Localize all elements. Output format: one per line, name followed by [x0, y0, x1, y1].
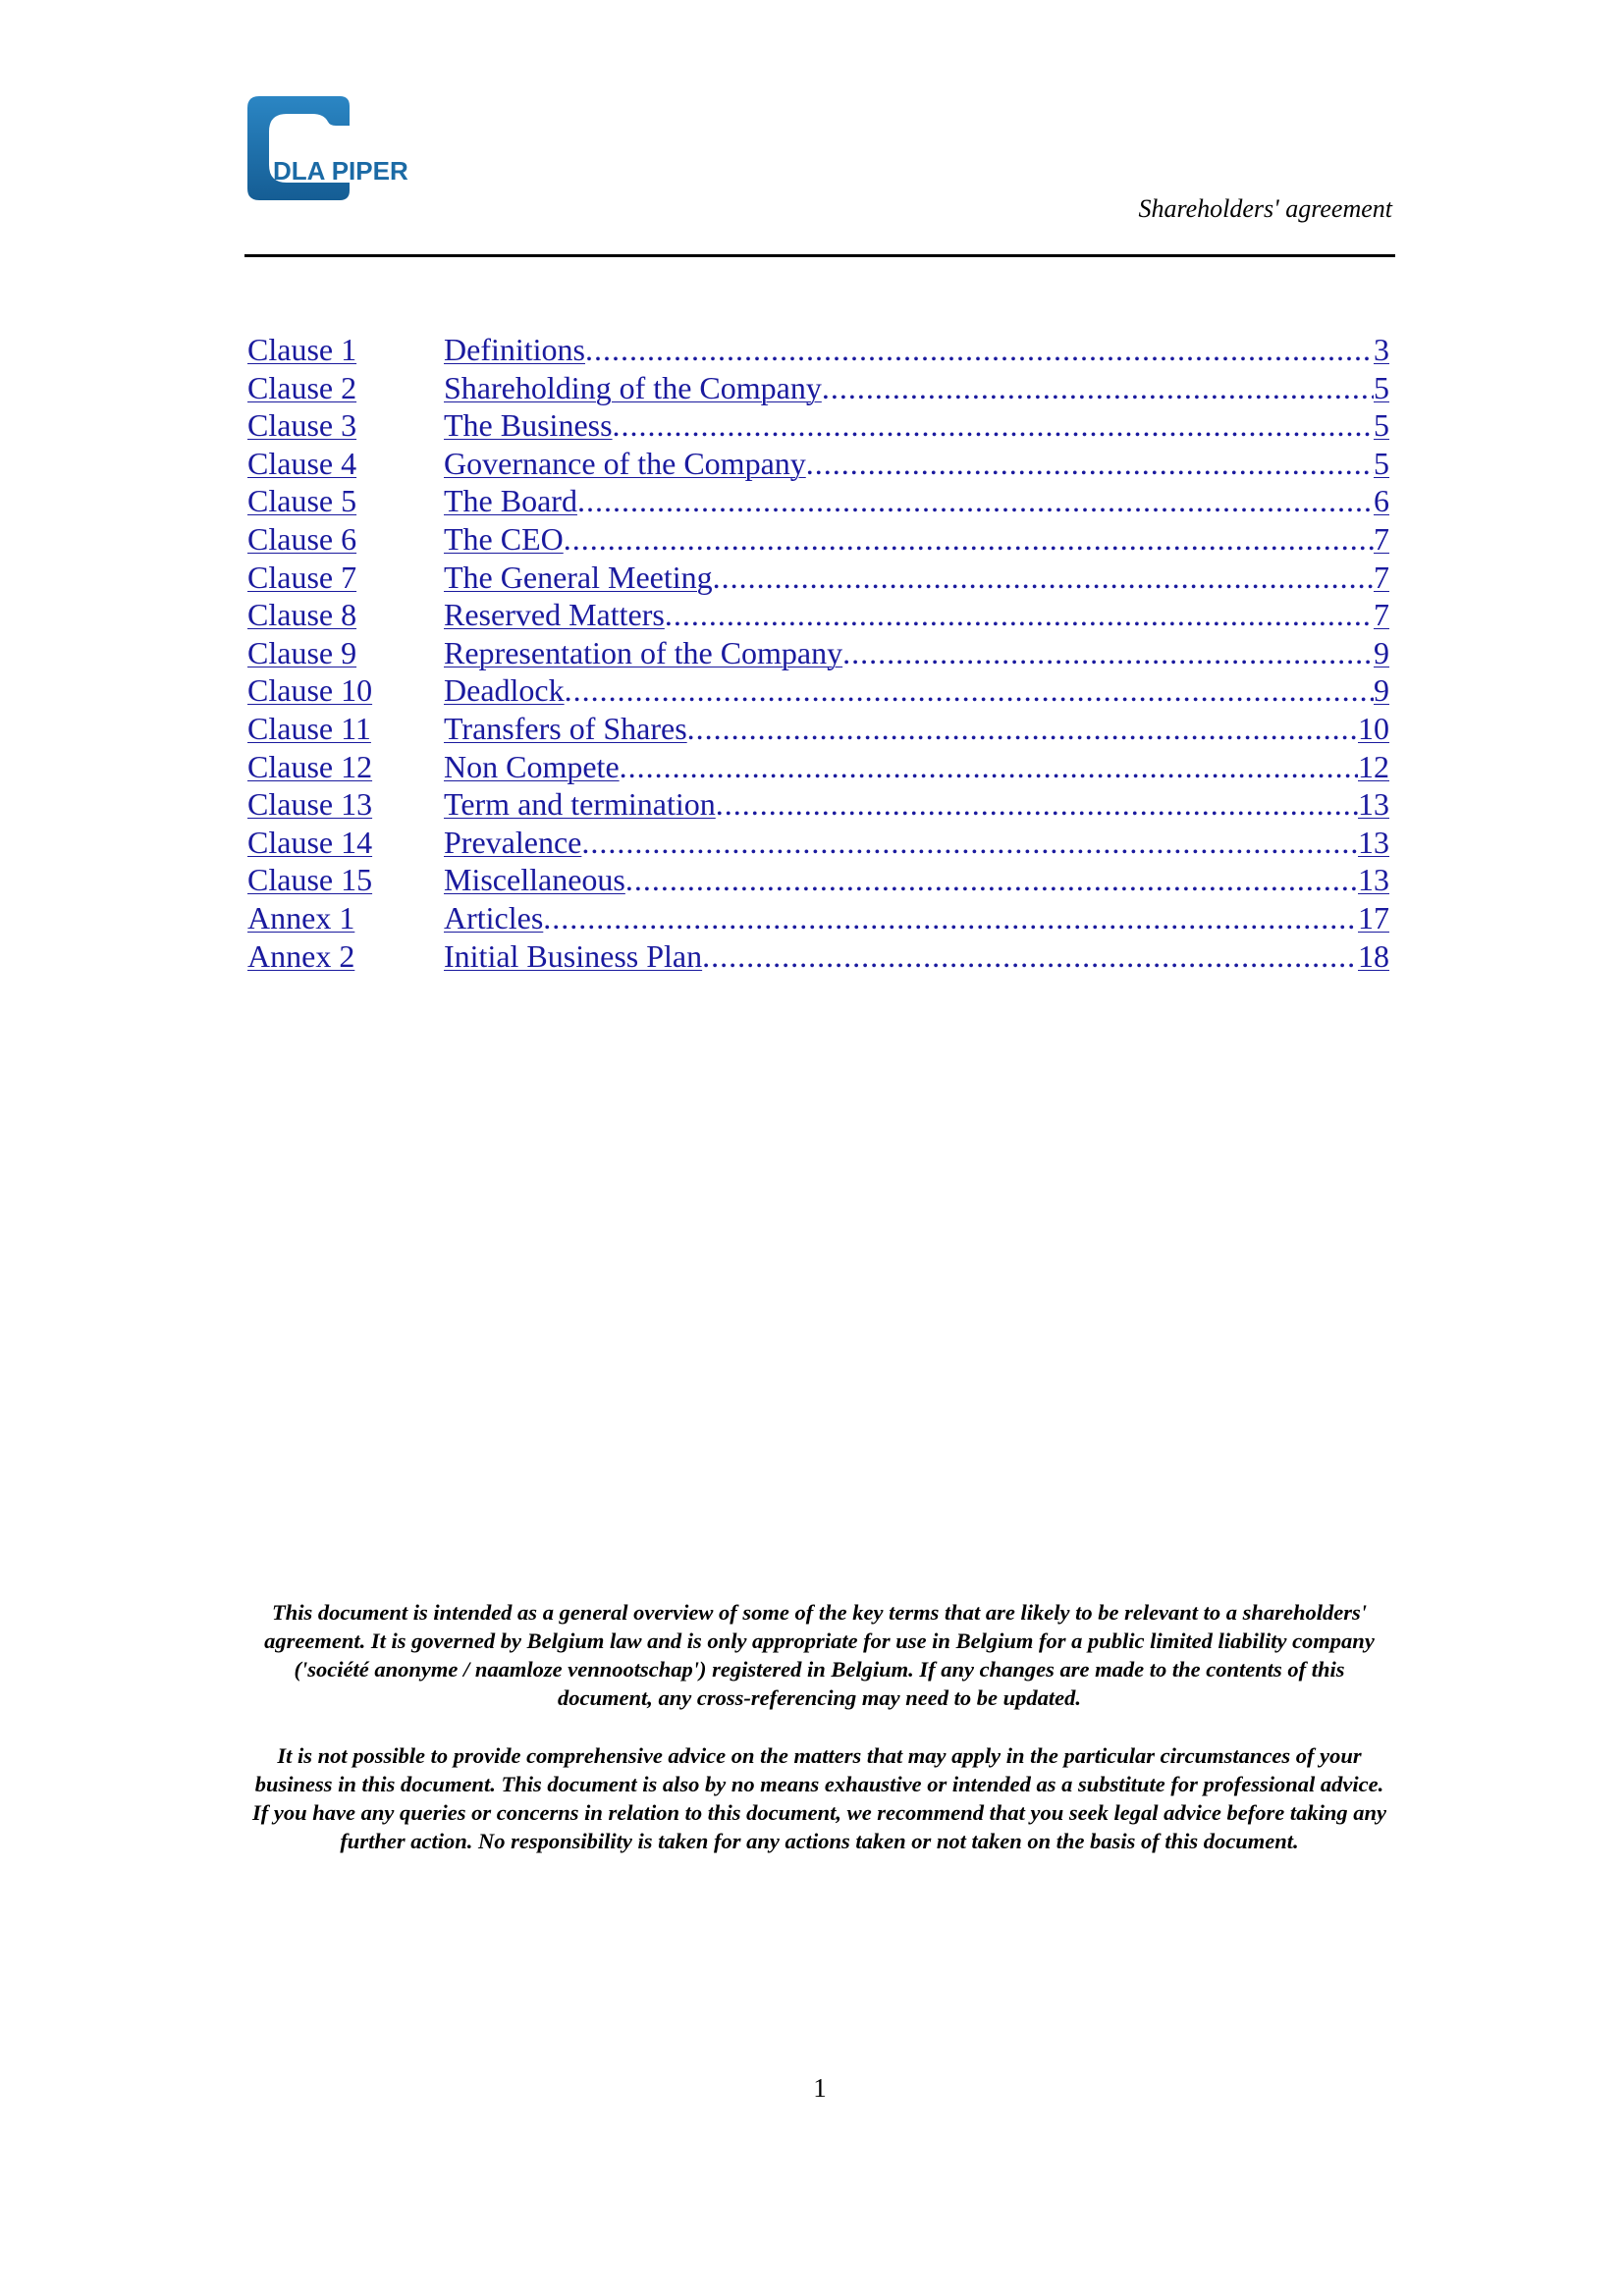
toc-clause-link[interactable]: Clause 13: [247, 786, 373, 823]
toc-leader: [543, 899, 1358, 936]
toc-page-link[interactable]: 5: [1374, 445, 1389, 481]
toc-entry: [247, 937, 1389, 976]
toc-title-link[interactable]: Transfers of Shares: [444, 710, 687, 746]
toc-title-link[interactable]: Initial Business Plan: [444, 937, 703, 974]
toc-entry: [247, 710, 1389, 748]
toc-leader: [565, 671, 1374, 709]
toc-leader: [842, 634, 1374, 671]
toc-leader: [702, 937, 1358, 975]
toc-clause-link[interactable]: Clause 8: [247, 597, 357, 633]
table-of-contents: [247, 331, 1389, 975]
toc-page-link[interactable]: 7: [1374, 597, 1389, 633]
toc-leader: [806, 445, 1374, 482]
toc-clause-link[interactable]: Clause 4: [247, 445, 357, 481]
toc-title-link[interactable]: Non Compete: [444, 748, 620, 784]
logo-wordmark: DLA PIPER: [273, 156, 408, 186]
toc-entry: [247, 861, 1389, 899]
toc-clause-link[interactable]: Clause 10: [247, 672, 373, 709]
toc-clause-link[interactable]: Clause 3: [247, 407, 357, 444]
toc-page-link[interactable]: 9: [1374, 634, 1389, 670]
toc-title-link[interactable]: Representation of the Company: [444, 634, 843, 670]
toc-clause-link[interactable]: Clause 12: [247, 748, 373, 784]
toc-leader: [822, 369, 1374, 406]
toc-entry: [247, 596, 1389, 634]
toc-title-link[interactable]: The CEO: [444, 520, 564, 557]
toc-entry: [247, 406, 1389, 445]
toc-title-link[interactable]: Deadlock: [444, 672, 565, 709]
toc-entry: [247, 899, 1389, 937]
toc-entry: [247, 331, 1389, 369]
toc-page-link[interactable]: 7: [1374, 559, 1389, 595]
toc-page-link[interactable]: 13: [1358, 824, 1389, 860]
toc-title-link[interactable]: Term and termination: [444, 786, 716, 823]
toc-leader: [713, 559, 1374, 596]
toc-title-link[interactable]: Reserved Matters: [444, 597, 665, 633]
toc-clause-link[interactable]: Clause 11: [247, 710, 371, 746]
toc-clause-link[interactable]: Annex 2: [247, 937, 355, 974]
toc-clause-link[interactable]: Annex 1: [247, 899, 355, 935]
toc-entry: [247, 445, 1389, 483]
toc-entry: [247, 482, 1389, 520]
toc-clause-link[interactable]: Clause 14: [247, 824, 373, 860]
toc-page-link[interactable]: 13: [1358, 862, 1389, 898]
toc-page-link[interactable]: 18: [1358, 937, 1389, 974]
toc-page-link[interactable]: 5: [1374, 407, 1389, 444]
toc-entry: [247, 520, 1389, 559]
toc-title-link[interactable]: The Board: [444, 483, 577, 519]
toc-leader: [577, 482, 1374, 519]
toc-clause-link[interactable]: Clause 15: [247, 862, 373, 898]
toc-leader: [620, 748, 1358, 785]
dla-piper-logo: [247, 96, 424, 200]
toc-title-link[interactable]: The Business: [444, 407, 613, 444]
toc-title-link[interactable]: Prevalence: [444, 824, 582, 860]
toc-entry: [247, 671, 1389, 710]
toc-entry: [247, 824, 1389, 862]
toc-leader: [581, 824, 1358, 861]
toc-title-link[interactable]: The General Meeting: [444, 559, 713, 595]
document-title: Shareholders' agreement: [1138, 194, 1392, 223]
toc-entry: [247, 369, 1389, 407]
toc-entry: [247, 785, 1389, 824]
toc-leader: [585, 331, 1374, 368]
toc-page-link[interactable]: 9: [1374, 672, 1389, 709]
toc-leader: [564, 520, 1374, 558]
toc-entry: [247, 559, 1389, 597]
toc-leader: [665, 596, 1374, 633]
header-divider: [244, 254, 1395, 257]
toc-page-link[interactable]: 12: [1358, 748, 1389, 784]
toc-title-link[interactable]: Definitions: [444, 332, 585, 367]
toc-entry: [247, 748, 1389, 786]
toc-leader: [716, 785, 1358, 823]
toc-clause-link[interactable]: Clause 7: [247, 559, 357, 595]
toc-title-link[interactable]: Articles: [444, 899, 544, 935]
disclaimer-paragraph: This document is intended as a general overview of some of the key terms that are likely to be relevant to a shareholders' agreement. It is governed by Belgium law and is only appropriate for use in Belgium for a public limited liability company ('société anonyme / naamloze vennootschap') registered in Belgium. If any changes are made to the contents of this document, any cross-referencing may need to be updated.: [264, 1600, 1375, 1710]
toc-page-link[interactable]: 7: [1374, 520, 1389, 557]
toc-leader: [613, 406, 1374, 444]
toc-title-link[interactable]: Miscellaneous: [444, 862, 625, 898]
toc-clause-link[interactable]: Clause 2: [247, 369, 357, 405]
toc-page-link[interactable]: 3: [1374, 332, 1389, 367]
toc-page-link[interactable]: 5: [1374, 369, 1389, 405]
toc-clause-link[interactable]: Clause 6: [247, 520, 357, 557]
toc-page-link[interactable]: 17: [1358, 899, 1389, 935]
toc-page-link[interactable]: 10: [1358, 710, 1389, 746]
toc-clause-link[interactable]: Clause 1: [247, 332, 357, 367]
toc-title-link[interactable]: Governance of the Company: [444, 445, 806, 481]
toc-entry: [247, 634, 1389, 672]
disclaimer-paragraph: It is not possible to provide comprehensive advice on the matters that may apply in the particular circumstances of your business in this document. This document is also by no means exhaustive or intended as a substitute for professional advice. If you have any queries or concerns in relation to this document, we recommend that you seek legal advice before taking any further action. No responsibility is taken for any actions taken or not taken on the basis of this document.: [252, 1743, 1386, 1853]
toc-clause-link[interactable]: Clause 9: [247, 634, 357, 670]
page-number: 1: [813, 2073, 827, 2103]
toc-clause-link[interactable]: Clause 5: [247, 483, 357, 519]
toc-leader: [687, 710, 1358, 747]
toc-page-link[interactable]: 13: [1358, 786, 1389, 823]
toc-page-link[interactable]: 6: [1374, 483, 1389, 519]
toc-title-link[interactable]: Shareholding of the Company: [444, 369, 822, 405]
toc-leader: [625, 861, 1358, 898]
